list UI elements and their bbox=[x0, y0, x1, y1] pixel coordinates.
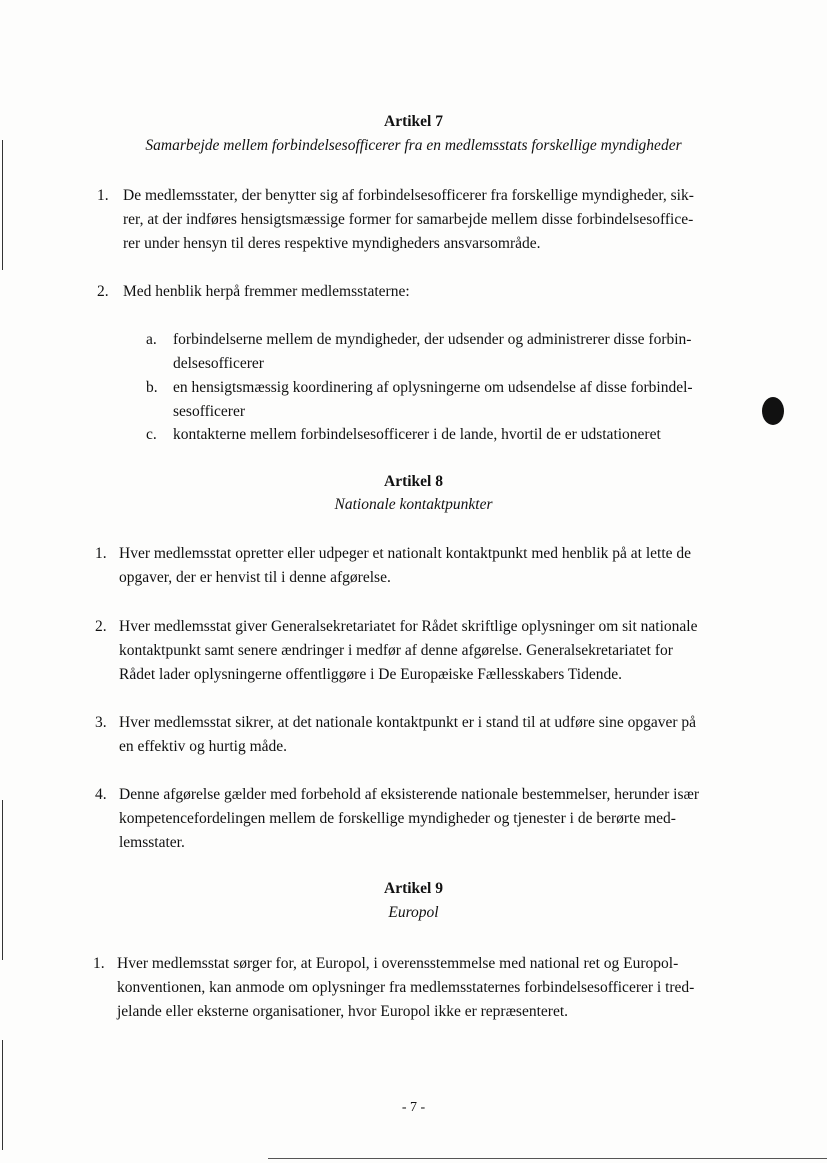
left-edge-mark bbox=[2, 140, 3, 270]
text-line: konventionen, kan anmode om oplysninger fra medlemsstaternes forbindelsesofficerer i tred- bbox=[117, 979, 695, 996]
article-9-subtitle: Europol bbox=[388, 904, 439, 921]
text-line: Denne afgørelse gælder med forbehold af eksisterende nationale bestemmelser, herunder især bbox=[119, 786, 699, 803]
subitem-text bbox=[173, 376, 763, 424]
item-text bbox=[119, 711, 759, 759]
left-edge-mark bbox=[2, 1040, 3, 1150]
text-line: lemsstater. bbox=[119, 834, 185, 851]
item-number: 1. bbox=[95, 545, 107, 562]
item-number: 2. bbox=[95, 618, 107, 635]
subitem-text bbox=[173, 423, 763, 447]
item-number: 2. bbox=[97, 283, 109, 300]
item-text bbox=[123, 184, 763, 256]
item-text bbox=[123, 280, 763, 304]
item-number: 3. bbox=[95, 714, 107, 731]
article-8-title: Artikel 8 bbox=[384, 473, 443, 490]
text-line: opgaver, der er henvist til i denne afgørelse. bbox=[119, 569, 391, 586]
item-number: 1. bbox=[93, 955, 105, 972]
article-7-subtitle: Samarbejde mellem forbindelsesofficerer fra en medlemsstats forskellige myndigheder bbox=[145, 137, 682, 154]
text-line: rer under hensyn til deres respektive myndigheders ansvarsområde. bbox=[123, 235, 541, 252]
item-text bbox=[117, 952, 757, 1024]
item-text bbox=[119, 615, 759, 687]
text-line: Rådet lader oplysningerne offentliggøre i De Europæiske Fællesskabers Tidende. bbox=[119, 666, 622, 683]
text-line: kompetencefordelingen mellem de forskellige myndigheder og tjenester i de berørte med- bbox=[119, 810, 676, 827]
item-text bbox=[119, 542, 759, 590]
text-line: forbindelserne mellem de myndigheder, der udsender og administrerer disse forbin- bbox=[173, 331, 692, 348]
item-number: 4. bbox=[95, 786, 107, 803]
text-line: Hver medlemsstat sikrer, at det nationale kontaktpunkt er i stand til at udføre sine opgaver på bbox=[119, 714, 697, 731]
subitem-letter: a. bbox=[146, 331, 157, 348]
text-line: Hver medlemsstat opretter eller udpeger et nationalt kontaktpunkt med henblik på at lette de bbox=[119, 545, 692, 562]
text-line: Hver medlemsstat sørger for, at Europol, i overensstemmelse med national ret og Europol- bbox=[117, 955, 679, 972]
bottom-rule bbox=[268, 1158, 827, 1159]
subitem-letter: c. bbox=[146, 426, 157, 443]
text-line: en effektiv og hurtig måde. bbox=[119, 738, 288, 755]
text-line: sesofficerer bbox=[173, 403, 246, 420]
text-line: Hver medlemsstat giver Generalsekretariatet for Rådet skriftlige oplysninger om sit nationale bbox=[119, 618, 698, 635]
article-8-subtitle: Nationale kontaktpunkter bbox=[334, 496, 493, 513]
text-line: rer, at der indføres hensigtsmæssige former for samarbejde mellem disse forbindelsesoffice- bbox=[123, 211, 694, 228]
page-number: - 7 - bbox=[401, 1100, 426, 1115]
text-line: kontakterne mellem forbindelsesofficerer i de lande, hvortil de er udstationeret bbox=[173, 426, 661, 443]
text-line: jelande eller eksterne organisationer, hvor Europol ikke er repræsenteret. bbox=[117, 1003, 568, 1020]
article-9-title: Artikel 9 bbox=[384, 880, 443, 897]
article-7-title: Artikel 7 bbox=[384, 113, 443, 130]
text-line: delsesofficerer bbox=[173, 355, 264, 372]
item-text bbox=[119, 783, 759, 855]
item-number: 1. bbox=[97, 187, 109, 204]
punch-hole-mark bbox=[762, 397, 784, 425]
subitem-letter: b. bbox=[146, 379, 158, 396]
text-line: De medlemsstater, der benytter sig af forbindelsesofficerer fra forskellige myndigheder, sik- bbox=[123, 187, 694, 204]
text-line: en hensigtsmæssig koordinering af oplysningerne om udsendelse af disse forbindel- bbox=[173, 379, 693, 396]
subitem-text bbox=[173, 328, 763, 376]
text-line: Med henblik herpå fremmer medlemsstaterne: bbox=[123, 283, 410, 300]
text-line: kontaktpunkt samt senere ændringer i medfør af denne afgørelse. Generalsekretariatet for bbox=[119, 642, 673, 659]
